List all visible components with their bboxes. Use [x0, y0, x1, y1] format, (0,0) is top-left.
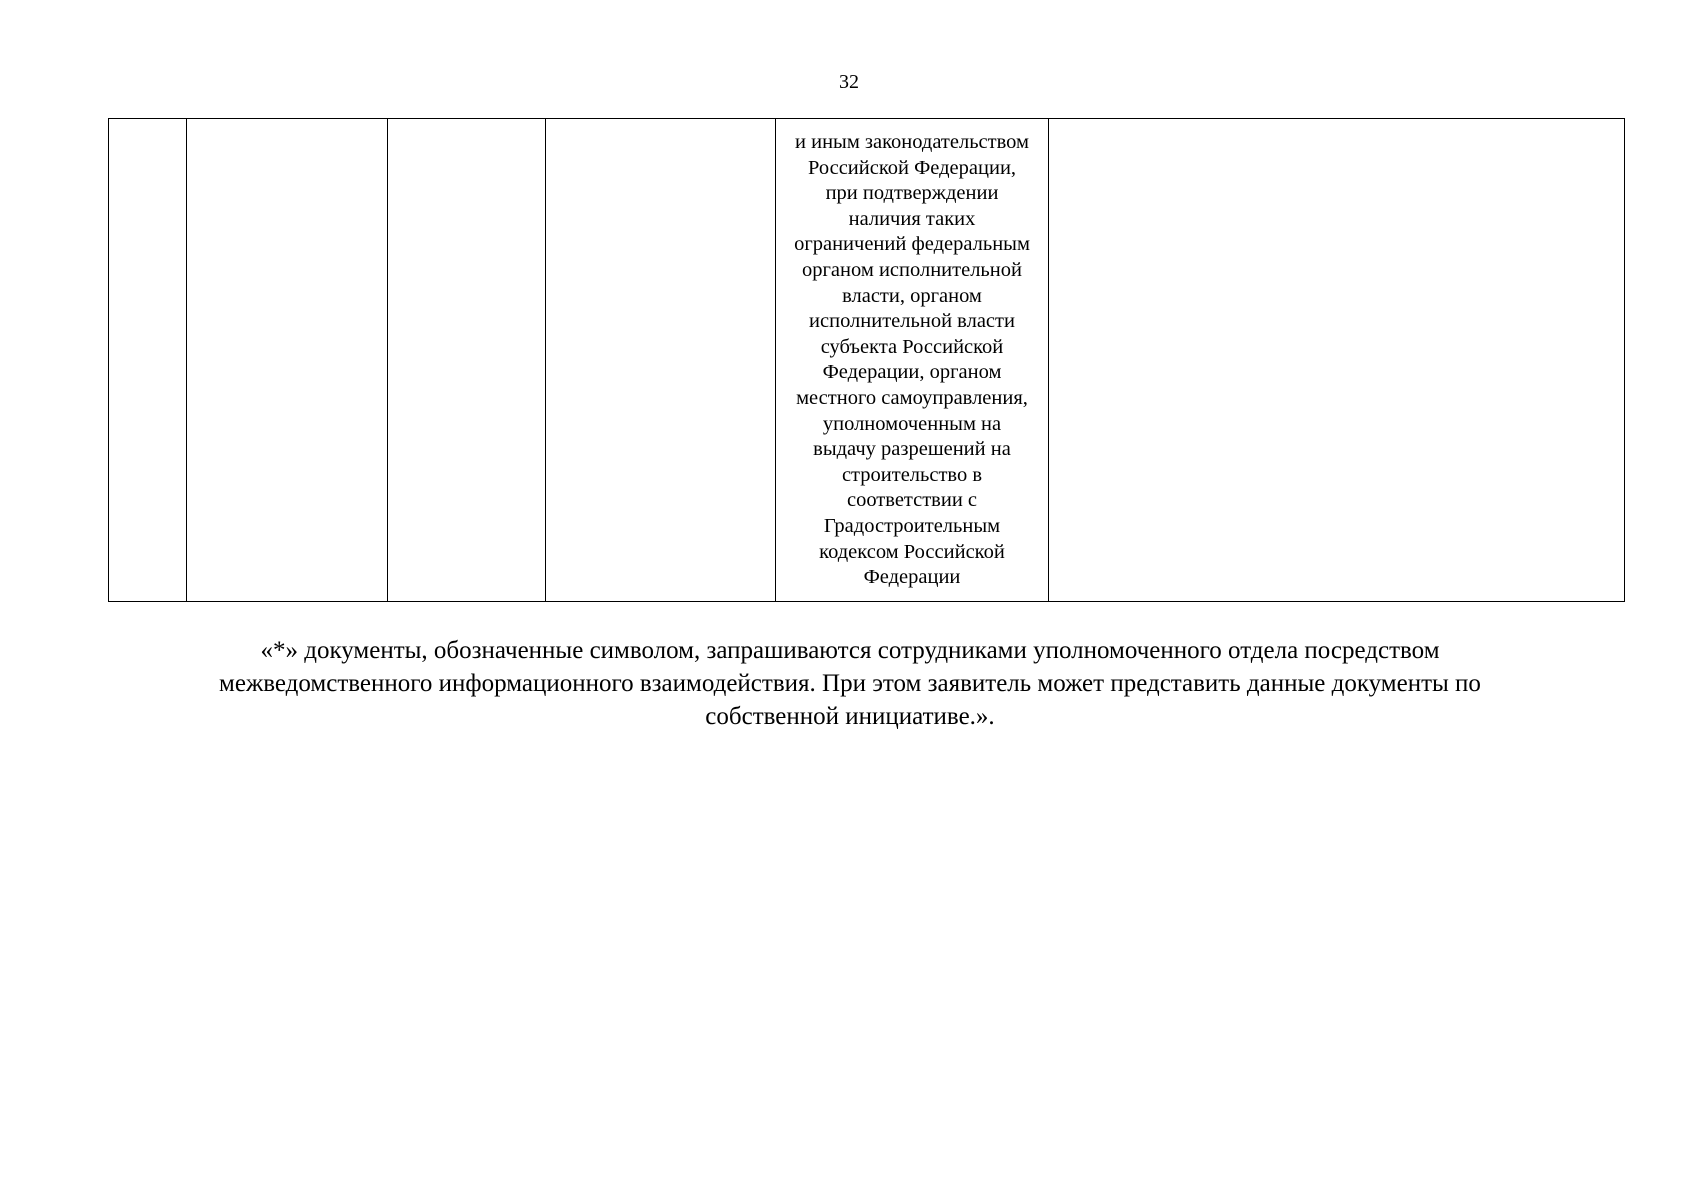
cell-text-line: ограничений федеральным: [794, 233, 1030, 256]
cell-text-line: соответствии с: [846, 489, 978, 512]
cell-text-line: органом исполнительной: [802, 258, 1022, 281]
cell-text-line: местного самоуправления,: [796, 386, 1028, 409]
cell-text-line: субъекта Российской: [820, 335, 1004, 358]
cell-text-line: наличия таких: [848, 207, 976, 230]
cell-text-line: уполномоченным на: [822, 412, 1002, 435]
footnote-line: собственной инициативе.».: [705, 703, 995, 730]
cell-text-line: Федерации, органом: [822, 361, 1002, 384]
cell-text-line: строительство в: [841, 463, 983, 486]
footnote-line: «*» документы, обозначенные символом, запрашиваются сотрудниками уполномоченного отдела посредством: [260, 637, 1440, 664]
table-cell-1: [109, 119, 187, 602]
cell-text-line: Федерации: [863, 566, 961, 589]
table-cell-6: [1049, 119, 1625, 602]
cell-text-line: власти, органом: [842, 284, 982, 307]
table-cell-5: [776, 119, 1049, 602]
cell-text-line: Российской Федерации,: [807, 156, 1017, 179]
table-cell-2: [187, 119, 388, 602]
cell-text-line: исполнительной власти: [809, 310, 1015, 333]
cell-text-line: при подтверждении: [825, 182, 999, 205]
table-cell-3: [388, 119, 546, 602]
requirements-table: [108, 118, 1625, 602]
footnote-line: межведомственного информационного взаимодействия. При этом заявитель может представить данные документы по: [219, 670, 1481, 697]
cell-text-line: и иным законодательством: [795, 131, 1029, 153]
cell-text-line: кодексом Российской: [819, 540, 1005, 563]
table-cell-4: [546, 119, 776, 602]
page-number: 32: [839, 71, 859, 93]
cell-text-line: выдачу разрешений на: [813, 438, 1011, 461]
table-row: [109, 119, 1625, 602]
cell-text-line: Градостроительным: [823, 514, 1001, 537]
footnote: [120, 634, 1580, 733]
